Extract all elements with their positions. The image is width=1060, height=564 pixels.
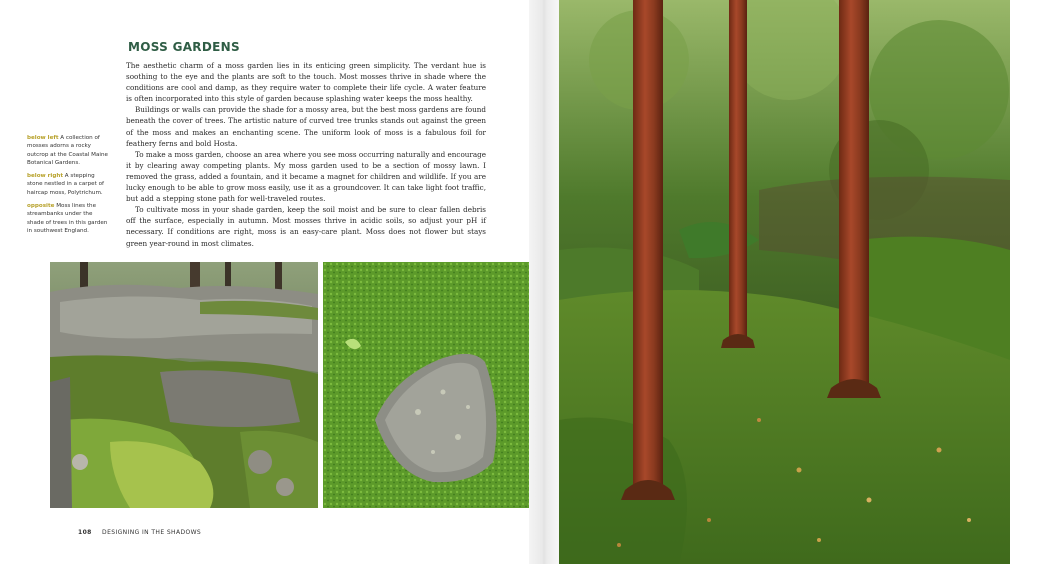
body-paragraph: The aesthetic charm of a moss garden lies in its enticing green simplicity. The verdant hue is soothing to the eye and the plants are soft to the touch. Most mosses thrive in shade where the conditions are cool and damp, as they require water to complete their life cycle. A water feature is often incorporated into this style of garden because splashing water keeps the moss healthy. (126, 61, 486, 104)
caption-label: below right (27, 173, 64, 180)
caption-below-left (27, 134, 109, 167)
caption-text: A stepping stone nestled in a carpet of haircap moss, Polytrichum. (27, 173, 104, 196)
photo-mossy-rock-outcrop (50, 262, 318, 508)
caption-text: Moss lines the streambanks under the shade of trees in this garden in southwest England. (27, 203, 108, 234)
body-paragraph: To make a moss garden, choose an area where you see moss occurring naturally and encourage it by clearing away competing plants. My moss garden used to be a section of mossy lawn. I removed the grass, added a fountain, and it became a magnet for children and wildlife. If you are lucky enough to be able to grow moss easily, use it as a groundcover. It can take light foot traffic, but add a stepping stone path for well-traveled routes. (126, 149, 486, 204)
page-footer (78, 529, 201, 536)
photo-captions (27, 134, 109, 240)
body-paragraph: To cultivate moss in your shade garden, keep the soil moist and be sure to clear fallen debris off the surface, especially in autumn. Most mosses thrive in acidic soils, so adjust your pH if necessary. If conditions are right, moss is an easy-care plant. Moss does not flower but stays green year-round in most climates. (126, 205, 486, 248)
page-title: MOSS GARDENS (128, 40, 240, 54)
photo-moss-streambank-trees (559, 0, 1010, 564)
page-number: 108 (78, 529, 92, 536)
article-body (126, 60, 486, 249)
running-head: DESIGNING IN THE SHADOWS (102, 529, 202, 536)
caption-label: below left (27, 135, 59, 141)
caption-opposite (27, 202, 109, 235)
caption-label: opposite (27, 203, 55, 210)
caption-below-right (27, 172, 109, 197)
body-paragraph: Buildings or walls can provide the shade for a mossy area, but the best moss gardens are found beneath the cover of trees. The artistic nature of curved tree trunks stands out against the green of the moss and makes an enchanting scene. The uniform look of moss is a fabulous foil for feathery ferns and bold Hosta. (126, 105, 486, 148)
caption-text: A collection of mosses adorns a rocky outcrop at the Coastal Maine Botanical Gardens. (27, 135, 108, 166)
book-gutter (529, 0, 559, 564)
photo-stepping-stone-moss (323, 262, 530, 508)
